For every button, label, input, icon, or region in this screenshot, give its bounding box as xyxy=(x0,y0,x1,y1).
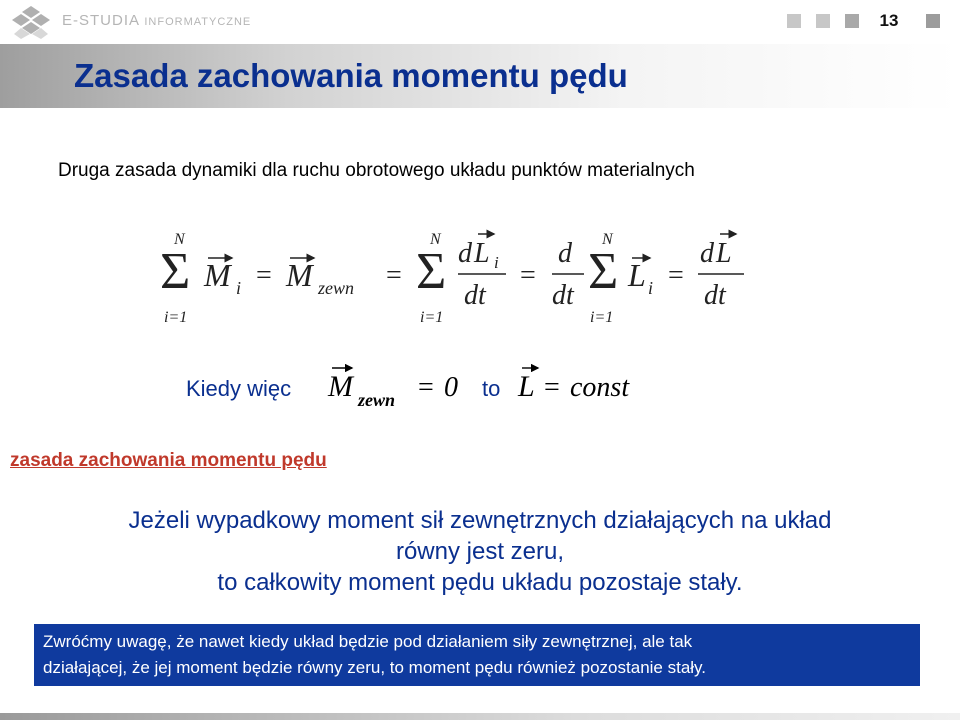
statement-line-3: to całkowity moment pędu układu pozostaje stały. xyxy=(217,569,743,596)
sum-lower-3: i=1 xyxy=(590,309,614,326)
note-line-2: działającej, że jej moment będzie równy zeru, to moment pędu również pozostanie stały. xyxy=(43,658,707,677)
frac1-dt: dt xyxy=(464,280,486,311)
torque-equation xyxy=(160,222,760,330)
frac1-L: L xyxy=(474,238,490,269)
cond-M: M xyxy=(328,370,353,403)
condition-to: to xyxy=(482,376,501,401)
nav-square-2[interactable] xyxy=(816,14,830,28)
torque-symbol-2: M xyxy=(286,257,313,293)
brand-sub: INFORMATYCZNE xyxy=(144,16,252,28)
frac3-dt: dt xyxy=(704,280,726,311)
sum-lower-2: i=1 xyxy=(420,309,444,326)
sum-upper-3: N xyxy=(602,231,613,248)
nav-square-1[interactable] xyxy=(787,14,801,28)
statement-line-1: Jeżeli wypadkowy moment sił zewnętrznych działających na układ xyxy=(128,507,832,534)
eq-sign-2: = xyxy=(386,260,402,291)
page-number: 13 xyxy=(879,11,899,30)
sum-upper-2: N xyxy=(430,231,441,248)
eq-sign-3: = xyxy=(520,260,536,291)
principle-link[interactable]: zasada zachowania momentu pędu xyxy=(10,450,327,471)
cond-eq-2: = xyxy=(544,372,560,403)
frac1-d: d xyxy=(458,238,472,269)
frac2-d: d xyxy=(558,238,572,269)
sum-upper-1: N xyxy=(174,231,185,248)
sum-sign-3: Σ xyxy=(588,243,619,300)
slide-subtitle: Druga zasada dynamiki dla ruchu obrotowego układu punktów materialnych xyxy=(58,160,695,181)
frac2-dt: dt xyxy=(552,280,574,311)
nav-square-4[interactable] xyxy=(926,14,940,28)
cond-zewn: zewn xyxy=(358,390,396,410)
index-i-1: i xyxy=(236,278,242,298)
sum-sign-1: Σ xyxy=(160,243,191,300)
logo-icon xyxy=(10,4,52,40)
note-line-1: Zwróćmy uwagę, że nawet kiedy układ będzie pod działaniem siły zewnętrznej, ale tak xyxy=(43,632,693,651)
frac3-d: d xyxy=(700,238,714,269)
frac1-i: i xyxy=(494,253,499,272)
footer-bar xyxy=(0,713,960,720)
index-zewn-1: zewn xyxy=(318,278,354,298)
note-box xyxy=(34,624,920,686)
condition-prefix: Kiedy więc xyxy=(186,376,292,401)
frac3-L: L xyxy=(716,238,732,269)
principle-statement xyxy=(60,505,900,598)
sum-sign-2: Σ xyxy=(416,243,447,300)
slide-title: Zasada zachowania momentu pędu xyxy=(74,57,628,94)
sum-lower-1: i=1 xyxy=(164,309,188,326)
cond-const: const xyxy=(570,372,630,403)
brand-main: E-STUDIA xyxy=(62,12,140,29)
angmom-symbol-1: L xyxy=(628,257,646,293)
torque-symbol-1: M xyxy=(204,257,231,293)
brand-name xyxy=(62,12,251,29)
eq-sign-4: = xyxy=(668,260,684,291)
nav-square-3[interactable] xyxy=(845,14,859,28)
eq-sign-1: = xyxy=(256,260,272,291)
cond-L: L xyxy=(518,370,535,403)
condition-L-const xyxy=(516,362,656,414)
cond-eq-1: = xyxy=(418,372,434,403)
index-i-2: i xyxy=(648,278,654,298)
condition-torque-zero xyxy=(326,362,476,414)
statement-line-2: równy jest zeru, xyxy=(395,538,565,565)
cond-zero: 0 xyxy=(444,372,458,403)
